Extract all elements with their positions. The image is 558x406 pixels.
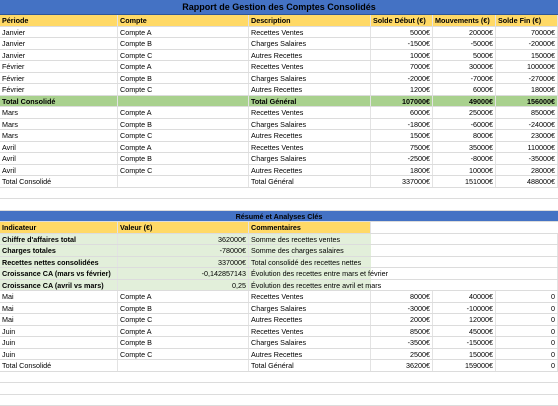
table-cell[interactable]: 20000€ (433, 27, 496, 38)
table-cell[interactable]: Janvier (0, 50, 118, 61)
table-row (0, 73, 558, 85)
total-cell[interactable]: Total Consolidé (0, 176, 118, 187)
table-cell[interactable]: -5000€ (433, 38, 496, 49)
table-cell[interactable]: Recettes Ventes (249, 107, 371, 118)
table-row (0, 38, 558, 50)
table-cell[interactable]: Mars (0, 107, 118, 118)
table-row (0, 326, 558, 338)
table-cell[interactable]: -2000€ (371, 73, 433, 84)
table-cell[interactable]: Recettes Ventes (249, 291, 371, 302)
total-cell[interactable]: Total Consolidé (0, 360, 118, 371)
table-cell[interactable]: 8000€ (371, 291, 433, 302)
table-cell[interactable]: Compte A (118, 326, 249, 337)
empty-row (0, 188, 558, 200)
table-cell[interactable]: 2000€ (371, 314, 433, 325)
summary-row (0, 280, 558, 292)
table-cell[interactable]: Compte C (118, 130, 249, 141)
table-cell[interactable]: Compte C (118, 165, 249, 176)
table-cell[interactable]: -1800€ (371, 119, 433, 130)
table-row (0, 61, 558, 73)
table-cell[interactable]: 23000€ (496, 130, 558, 141)
table-cell[interactable]: 15000€ (433, 349, 496, 360)
table-cell[interactable]: -3000€ (371, 303, 433, 314)
table-cell[interactable]: 1500€ (371, 130, 433, 141)
table-cell[interactable]: Compte B (118, 38, 249, 49)
total-cell[interactable]: Total Général (249, 360, 371, 371)
table-cell[interactable]: Avril (0, 153, 118, 164)
table-cell[interactable]: 70000€ (496, 27, 558, 38)
table-cell[interactable]: Autres Recettes (249, 314, 371, 325)
table-cell[interactable]: 110000€ (496, 142, 558, 153)
indicator-comment[interactable]: Somme des charges salaires (249, 245, 558, 256)
table-row (0, 119, 558, 131)
summary-row (0, 234, 558, 246)
report-title[interactable]: Rapport de Gestion des Comptes Consolidés (0, 0, 558, 14)
table-cell[interactable]: 12000€ (433, 314, 496, 325)
table-cell[interactable]: Janvier (0, 27, 118, 38)
table-cell[interactable]: -20000€ (496, 38, 558, 49)
table-cell[interactable]: 18000€ (496, 84, 558, 95)
total-row (0, 176, 558, 188)
table-cell[interactable]: -8000€ (433, 153, 496, 164)
table-cell[interactable]: Recettes Ventes (249, 142, 371, 153)
total-cell[interactable]: 151000€ (433, 176, 496, 187)
total-cell[interactable]: 36200€ (371, 360, 433, 371)
table-cell[interactable]: -27000€ (496, 73, 558, 84)
table-row (0, 165, 558, 177)
table-cell[interactable]: Juin (0, 337, 118, 348)
table-row (0, 291, 558, 303)
table-cell[interactable]: 45000€ (433, 326, 496, 337)
indicator-label[interactable]: Charges totales (0, 245, 118, 256)
table-row (0, 349, 558, 361)
indicator-comment[interactable]: Évolution des recettes entre mars et février (249, 268, 558, 279)
table-cell[interactable]: Recettes Ventes (249, 326, 371, 337)
column-header[interactable]: Mouvements (€) (433, 15, 496, 26)
table-row (0, 337, 558, 349)
table-cell[interactable]: Compte A (118, 291, 249, 302)
table-cell[interactable]: Charges Salaires (249, 153, 371, 164)
table-row (0, 303, 558, 315)
indicator-label[interactable]: Chiffre d'affaires total (0, 234, 118, 245)
table-cell[interactable]: Autres Recettes (249, 50, 371, 61)
table-cell[interactable]: Janvier (0, 38, 118, 49)
table-row (0, 84, 558, 96)
table-cell[interactable]: 5000€ (371, 27, 433, 38)
indicator-value[interactable]: 362000€ (118, 234, 249, 245)
total-cell[interactable] (118, 176, 249, 187)
table-cell[interactable]: Charges Salaires (249, 119, 371, 130)
indicator-value[interactable]: 337000€ (118, 257, 249, 268)
table-cell[interactable]: Février (0, 73, 118, 84)
indicator-comment[interactable]: Évolution des recettes entre avril et mars (249, 280, 558, 291)
table-cell[interactable]: -35000€ (496, 153, 558, 164)
empty-row (0, 372, 558, 384)
column-header[interactable]: Période (0, 15, 118, 26)
total-cell[interactable]: Total Consolidé (0, 96, 118, 107)
indicator-label[interactable]: Croissance CA (avril vs mars) (0, 280, 118, 291)
table-cell[interactable]: Mars (0, 119, 118, 130)
table-cell[interactable]: Charges Salaires (249, 303, 371, 314)
total-row (0, 360, 558, 372)
table-cell[interactable]: 25000€ (433, 107, 496, 118)
report-title-row (0, 0, 558, 15)
table-cell[interactable]: Recettes Ventes (249, 61, 371, 72)
summary-header[interactable]: Valeur (€) (118, 222, 249, 233)
table-cell[interactable]: Juin (0, 326, 118, 337)
table-cell[interactable]: 7500€ (371, 142, 433, 153)
table-cell[interactable]: 10000€ (433, 165, 496, 176)
total-cell[interactable]: 0 (496, 360, 558, 371)
table-cell[interactable]: 6000€ (371, 107, 433, 118)
total-cell[interactable]: 337000€ (371, 176, 433, 187)
table-cell[interactable]: Mars (0, 130, 118, 141)
table-cell[interactable]: Avril (0, 142, 118, 153)
summary-row (0, 268, 558, 280)
empty-row (0, 383, 558, 395)
indicator-comment[interactable]: Total consolidé des recettes nettes (249, 257, 558, 268)
indicator-label[interactable]: Croissance CA (mars vs février) (0, 268, 118, 279)
column-header[interactable]: Compte (118, 15, 249, 26)
indicator-value[interactable]: -78000€ (118, 245, 249, 256)
indicator-value[interactable]: 0,25 (118, 280, 249, 291)
table-cell[interactable]: Charges Salaires (249, 38, 371, 49)
table-cell[interactable]: Autres Recettes (249, 165, 371, 176)
table-cell[interactable]: Avril (0, 165, 118, 176)
table-cell[interactable]: 7000€ (371, 61, 433, 72)
table-cell[interactable]: 0 (496, 303, 558, 314)
summary-header[interactable]: Indicateur (0, 222, 118, 233)
table-cell[interactable]: Autres Recettes (249, 130, 371, 141)
table-cell[interactable]: 1000€ (371, 50, 433, 61)
table-cell[interactable]: Compte B (118, 303, 249, 314)
table-cell[interactable]: Compte B (118, 337, 249, 348)
summary-header[interactable]: Commentaires (249, 222, 371, 233)
table-cell[interactable]: -2500€ (371, 153, 433, 164)
table-cell[interactable]: -15000€ (433, 337, 496, 348)
table-cell[interactable]: Février (0, 84, 118, 95)
table-cell[interactable]: Compte A (118, 61, 249, 72)
table-cell[interactable]: Compte C (118, 50, 249, 61)
table-cell[interactable]: 1200€ (371, 84, 433, 95)
column-header[interactable]: Solde Début (€) (371, 15, 433, 26)
table-cell[interactable]: Autres Recettes (249, 349, 371, 360)
table-cell[interactable]: Mai (0, 291, 118, 302)
summary-title[interactable]: Résumé et Analyses Clés (0, 211, 558, 222)
column-header-row (0, 15, 558, 27)
table-cell[interactable]: Compte B (118, 119, 249, 130)
table-cell[interactable]: 2500€ (371, 349, 433, 360)
total-cell[interactable]: Total Général (249, 96, 371, 107)
table-cell[interactable]: Compte B (118, 73, 249, 84)
table-cell[interactable]: 8500€ (371, 326, 433, 337)
total-cell[interactable]: 156000€ (496, 96, 558, 107)
total-cell[interactable] (118, 96, 249, 107)
table-cell[interactable]: Charges Salaires (249, 337, 371, 348)
table-cell[interactable]: 30000€ (433, 61, 496, 72)
table-cell[interactable]: 5000€ (433, 50, 496, 61)
table-cell[interactable]: Mai (0, 314, 118, 325)
table-cell[interactable]: 0 (496, 326, 558, 337)
column-header[interactable]: Description (249, 15, 371, 26)
table-cell[interactable]: 40000€ (433, 291, 496, 302)
table-cell[interactable]: -7000€ (433, 73, 496, 84)
total-cell[interactable]: 107000€ (371, 96, 433, 107)
table-cell[interactable]: 0 (496, 349, 558, 360)
table-cell[interactable]: Compte C (118, 349, 249, 360)
total-cell[interactable]: 488000€ (496, 176, 558, 187)
table-cell[interactable]: Compte A (118, 142, 249, 153)
summary-header-row (0, 222, 558, 234)
total-cell[interactable]: 159000€ (433, 360, 496, 371)
table-cell[interactable]: Recettes Ventes (249, 27, 371, 38)
table-row (0, 142, 558, 154)
table-cell[interactable]: -6000€ (433, 119, 496, 130)
indicator-label[interactable]: Recettes nettes consolidées (0, 257, 118, 268)
summary-row (0, 257, 558, 269)
table-row (0, 50, 558, 62)
table-cell[interactable]: Juin (0, 349, 118, 360)
table-cell[interactable]: 15000€ (496, 50, 558, 61)
table-cell[interactable]: 1800€ (371, 165, 433, 176)
indicator-comment[interactable]: Somme des recettes ventes (249, 234, 558, 245)
table-cell[interactable]: -1500€ (371, 38, 433, 49)
table-cell[interactable]: Mai (0, 303, 118, 314)
total-row (0, 96, 558, 108)
table-cell[interactable]: 28000€ (496, 165, 558, 176)
total-cell[interactable] (118, 360, 249, 371)
table-row (0, 153, 558, 165)
summary-title-row (0, 211, 558, 223)
table-cell[interactable]: 100000€ (496, 61, 558, 72)
table-cell[interactable]: Compte C (118, 314, 249, 325)
empty-row (0, 395, 558, 406)
table-cell[interactable]: Autres Recettes (249, 84, 371, 95)
total-cell[interactable]: 49000€ (433, 96, 496, 107)
table-cell[interactable]: 8000€ (433, 130, 496, 141)
table-cell[interactable]: 0 (496, 314, 558, 325)
empty-row (0, 199, 558, 211)
table-cell[interactable]: Compte A (118, 27, 249, 38)
table-cell[interactable]: Février (0, 61, 118, 72)
table-cell[interactable]: 0 (496, 337, 558, 348)
table-cell[interactable]: -3500€ (371, 337, 433, 348)
table-row (0, 27, 558, 39)
table-cell[interactable]: 6000€ (433, 84, 496, 95)
table-row (0, 314, 558, 326)
indicator-value[interactable]: -0,142857143 (118, 268, 249, 279)
table-cell[interactable]: Compte A (118, 107, 249, 118)
table-cell[interactable]: -10000€ (433, 303, 496, 314)
summary-row (0, 245, 558, 257)
table-cell[interactable]: Compte C (118, 84, 249, 95)
table-cell[interactable]: 0 (496, 291, 558, 302)
table-cell[interactable]: Compte B (118, 153, 249, 164)
table-cell[interactable]: Charges Salaires (249, 73, 371, 84)
total-cell[interactable]: Total Général (249, 176, 371, 187)
table-cell[interactable]: -24000€ (496, 119, 558, 130)
table-cell[interactable]: 85000€ (496, 107, 558, 118)
column-header[interactable]: Solde Fin (€) (496, 15, 558, 26)
table-cell[interactable]: 35000€ (433, 142, 496, 153)
table-row (0, 130, 558, 142)
table-row (0, 107, 558, 119)
